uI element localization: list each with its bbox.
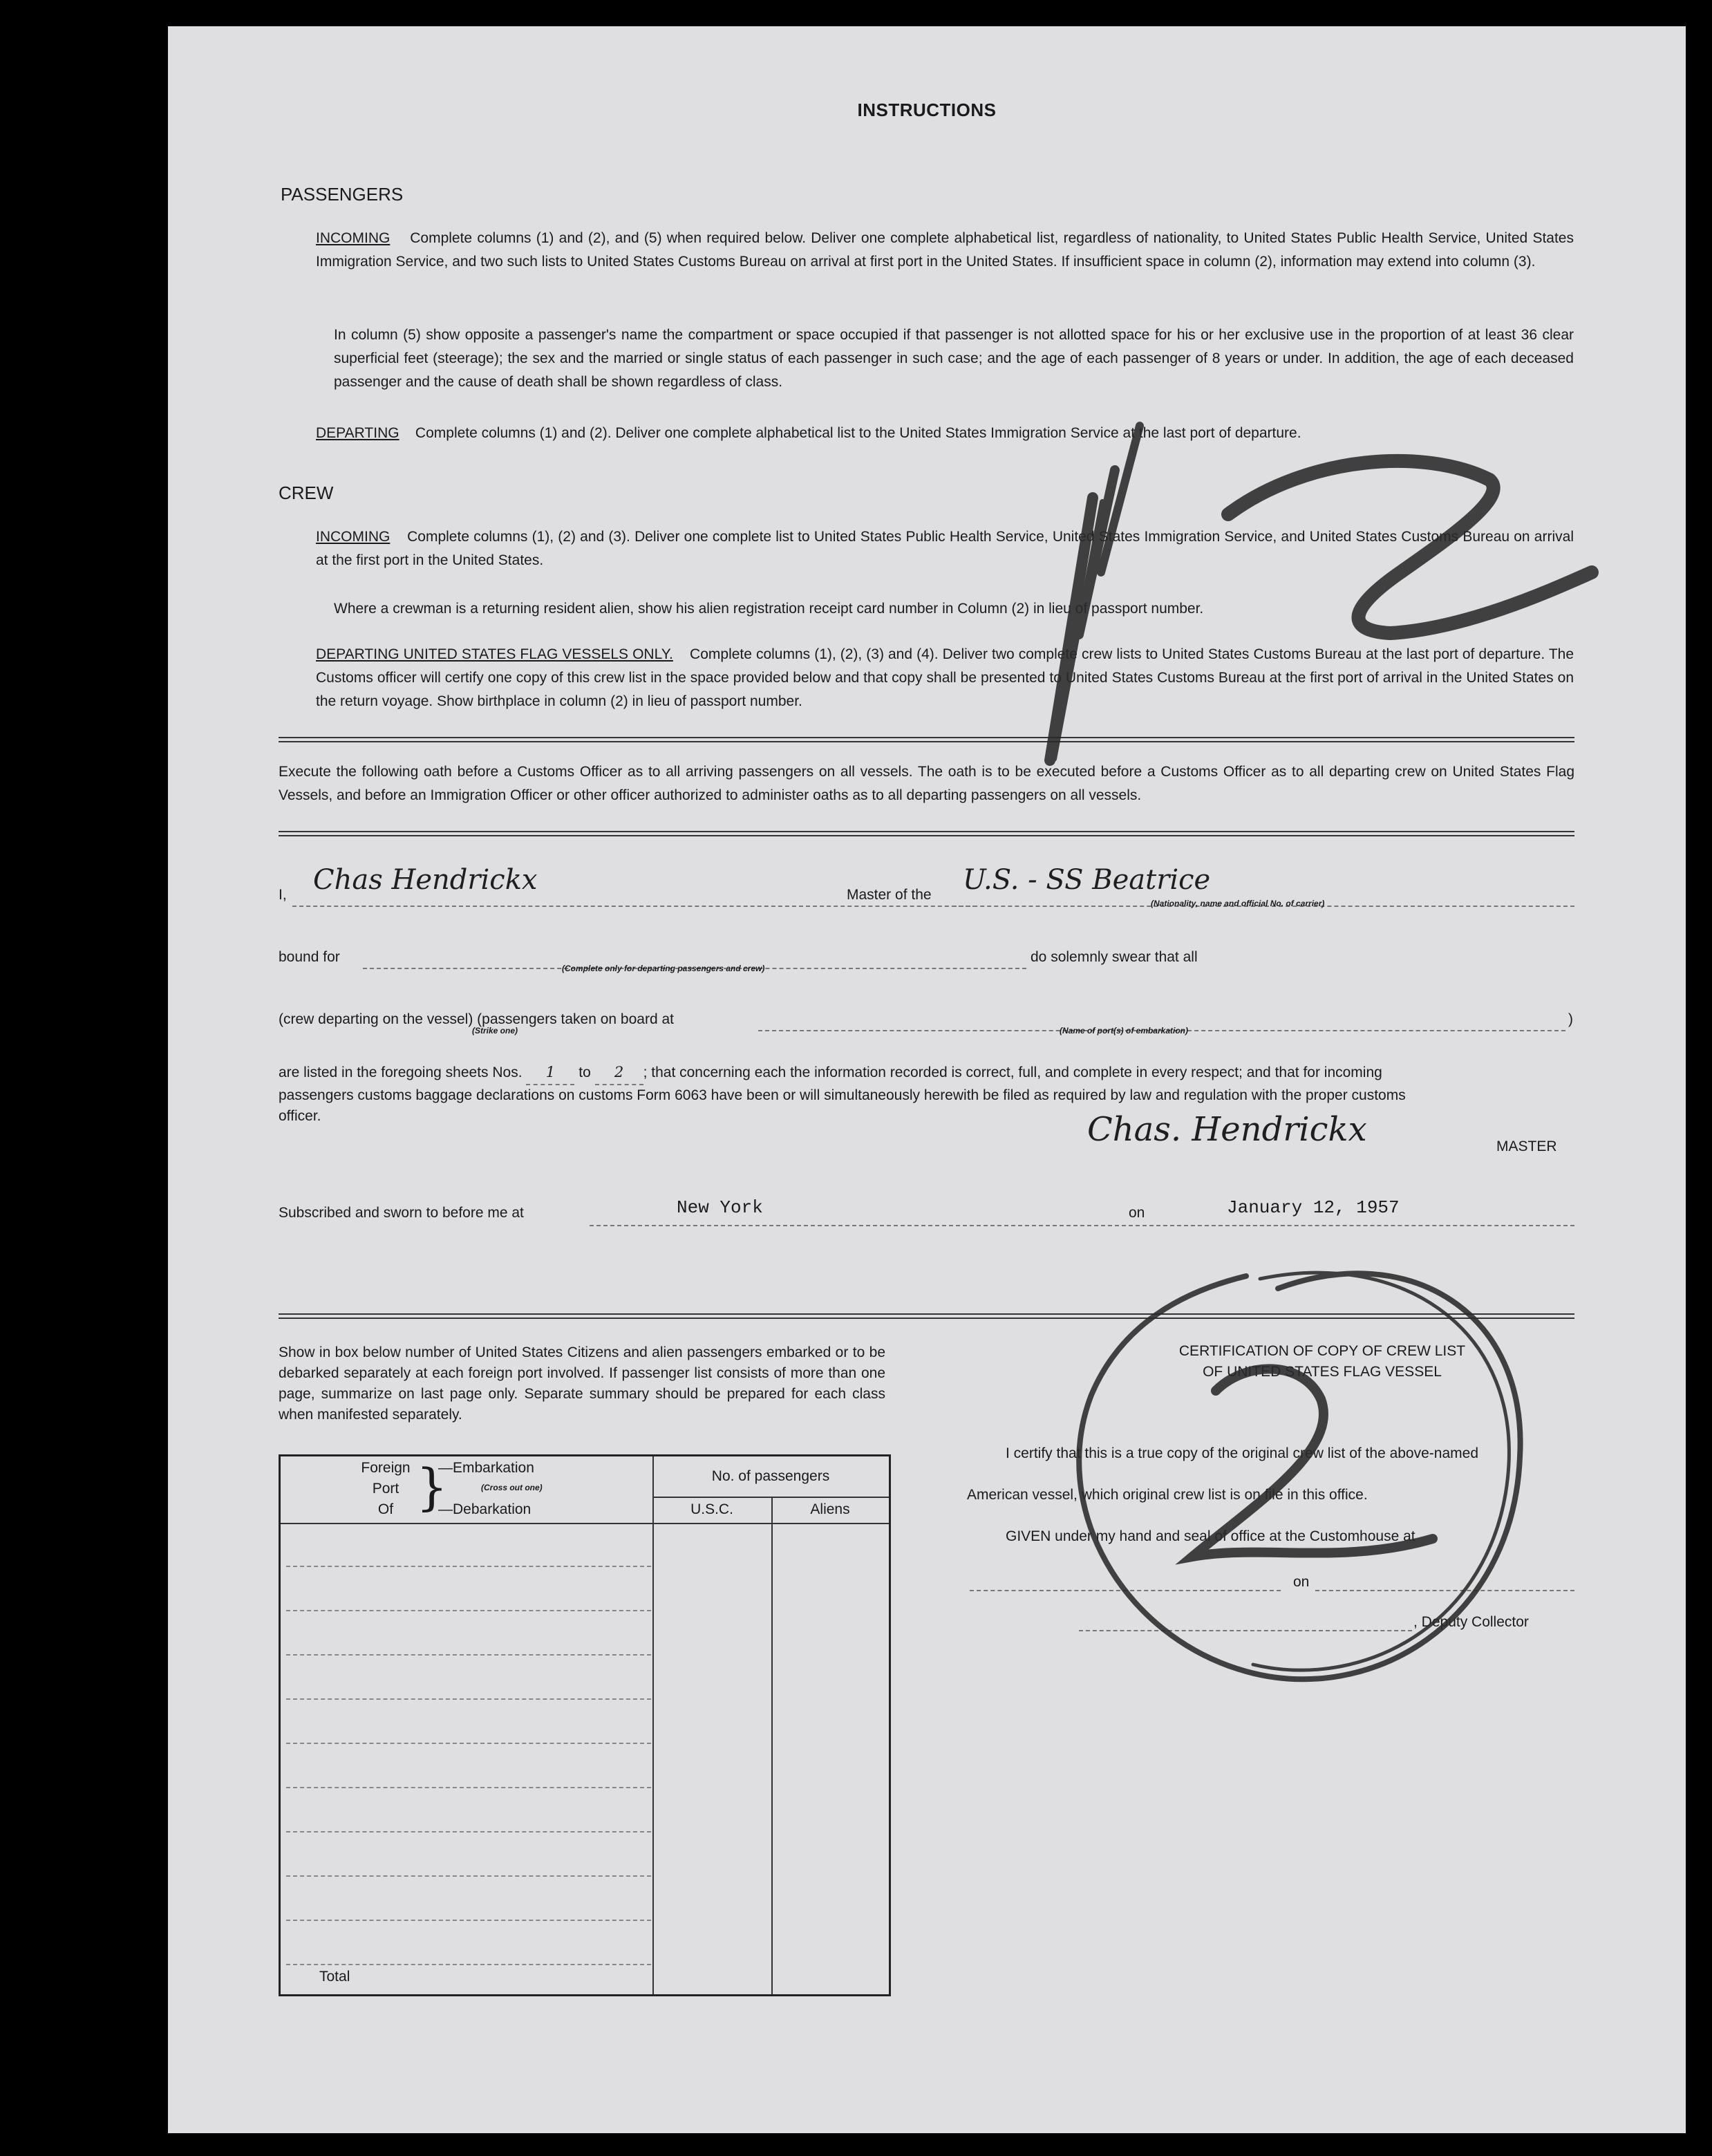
sworn-on-label: on [1129, 1205, 1145, 1221]
certification-line1: I certify that this is a true copy of the original crew list of the above-named [1006, 1445, 1478, 1461]
master-name-handwritten: Chas Hendrickx [313, 864, 538, 896]
passengers-incoming-label: INCOMING [316, 230, 391, 246]
foreign-label: Foreign [361, 1460, 411, 1476]
pencil-markings [168, 26, 1686, 2133]
master-of-label: Master of the [847, 887, 932, 903]
certification-on-label: on [1293, 1574, 1310, 1590]
certification-title-line2: OF UNITED STATES FLAG VESSEL [1203, 1364, 1442, 1380]
circled-two-glyph [1192, 1369, 1433, 1557]
bound-caption: (Complete only for departing passengers and crew) [562, 964, 765, 973]
sheet-to: 2 [595, 1060, 643, 1085]
close-paren: ) [1568, 1011, 1573, 1027]
crew-departing-line: (crew departing on the vessel) (passengers taken on board at [279, 1011, 674, 1027]
crew-returning-para: Where a crewman is a returning resident alien, show his alien registration receipt card number in Column (2) in lieu of passport number. [334, 601, 1204, 617]
port-label: Port [372, 1481, 399, 1497]
passengers-departing-label: DEPARTING [316, 425, 399, 441]
i-label: I, [279, 887, 287, 903]
passengers-heading: PASSENGERS [281, 184, 404, 205]
listed-text-b: passengers customs baggage declarations on customs Form 6063 have been or will simultaneously herewith be filed as required by law and regulation with the proper customs [279, 1087, 1406, 1103]
cross-out-caption: (Cross out one) [481, 1483, 543, 1492]
master-label: MASTER [1496, 1138, 1557, 1154]
usc-header: U.S.C. [690, 1501, 733, 1517]
vessel-handwritten: U.S. - SS Beatrice [963, 864, 1211, 896]
circle-stroke [1079, 1273, 1520, 1679]
stroke-two [1228, 461, 1592, 633]
strike-one-caption: (Strike one) [472, 1026, 518, 1035]
listed-text-a: ; that concerning each the information recorded is correct, full, and complete in every respect; and that for incoming [643, 1065, 1382, 1080]
crew-departing-label: DEPARTING UNITED STATES FLAG VESSELS ONLY. [316, 646, 673, 662]
swear-text: do solemnly swear that all [1031, 949, 1198, 965]
embarkation-label: —Embarkation [438, 1460, 534, 1476]
to-label: to [578, 1065, 591, 1080]
stroke-one [1050, 498, 1093, 760]
document-page [168, 26, 1686, 2133]
aliens-header: Aliens [810, 1501, 850, 1517]
crew-heading: CREW [279, 482, 334, 503]
bound-for-label: bound for [279, 949, 340, 965]
summary-instructions: Show in box below number of United States Citizens and alien passengers embarked or to be debarked separately at each foreign port involved. If passenger list consists of more than one page, summarize on last page only. Separate summary should be prepared for each class when manifested separately. [279, 1344, 885, 1423]
certification-line2: American vessel, which original crew list is on file in this office. [967, 1487, 1368, 1503]
column5-para: In column (5) show opposite a passenger's name the compartment or space occupied if that passenger is not allotted space for his or her exclusive use in the proportion of at least 36 clear superficial feet (steerage); the sex and the married or single status of each passenger in such case; and the age of each passenger of 8 years or under. In addition, the age of each deceased passenger and the cause of death shall be shown regardless of class. [334, 327, 1574, 390]
certification-line3: GIVEN under my hand and seal of office at the Customhouse at [1006, 1528, 1415, 1544]
certification-title-line1: CERTIFICATION OF COPY OF CREW LIST [1178, 1343, 1466, 1359]
listed-text-c: officer. [279, 1108, 321, 1124]
page-title: INSTRUCTIONS [857, 100, 997, 120]
crew-incoming-text: Complete columns (1), (2) and (3). Deliver one complete list to United States Public Health Service, United States Immigration Service, and United States Customs Bureau on arrival at the first port in the United States. [316, 529, 1574, 568]
sheet-from: 1 [526, 1060, 574, 1085]
crew-departing-text: Complete columns (1), (2), (3) and (4). Deliver two complete crew lists to United States Customs Bureau at the last port of departure. The Customs officer will certify one copy of this crew list in the space provided below and that copy shall be presented to United States Customs Bureau at the first port of arrival in the United States on the return voyage. Show birthplace in column (2) in lieu of passport number. [316, 646, 1574, 709]
deputy-collector-label: , Deputy Collector [1413, 1614, 1529, 1630]
passengers-incoming-text: Complete columns (1) and (2), and (5) when required below. Deliver one complete alphabetical list, regardless of nationality, to United States Public Health Service, United States Immigration Service, and two such lists to United States Customs Bureau on arrival at first port in the United States. If insufficient space in column (2), information may extend into column (3). [316, 230, 1574, 270]
debarkation-label: —Debarkation [438, 1501, 532, 1517]
subscribed-label: Subscribed and sworn to before me at [279, 1205, 524, 1221]
master-signature: Chas. Hendrickx [1087, 1110, 1367, 1149]
listed-label: are listed in the foregoing sheets Nos. [279, 1065, 523, 1080]
sworn-place: New York [677, 1197, 763, 1218]
ports-caption: (Name of port(s) of embarkation) [1060, 1026, 1189, 1035]
total-label: Total [319, 1969, 350, 1985]
no-of-passengers-header: No. of passengers [711, 1468, 830, 1484]
vessel-caption: (Nationality, name and official No. of carrier) [1151, 899, 1325, 908]
oath-intro: Execute the following oath before a Customs Officer as to all arriving passengers on all vessels. The oath is to be executed before a Customs Officer as to all departing crew on United States Flag Vessels, and before an Immigration Officer or other officer authorized to administer oaths as to all departing passengers on all vessels. [279, 764, 1574, 803]
sworn-date: January 12, 1957 [1227, 1197, 1400, 1218]
passengers-departing-text: Complete columns (1) and (2). Deliver one complete alphabetical list to the United States Immigration Service at the last port of departure. [415, 425, 1301, 441]
brace-icon: } [416, 1458, 448, 1516]
crew-incoming-label: INCOMING [316, 529, 391, 545]
of-label: Of [377, 1501, 394, 1517]
